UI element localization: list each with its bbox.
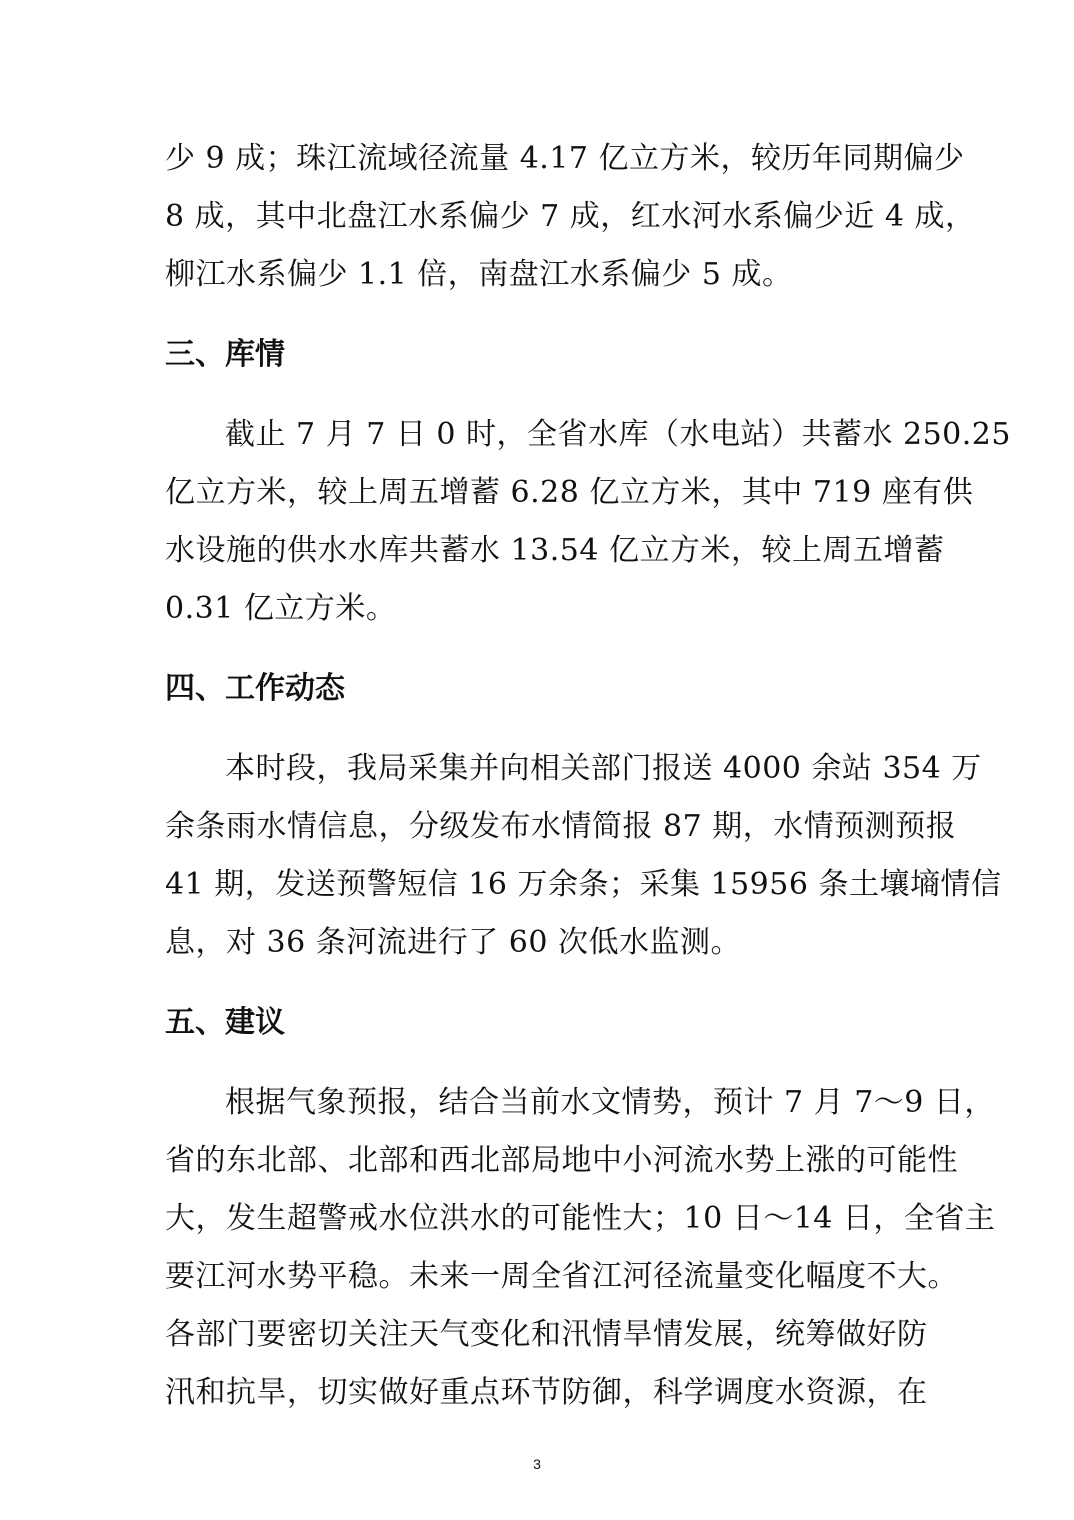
paragraph-line: 少 9 成；珠江流域径流量 4.17 亿立方米，较历年同期偏少 xyxy=(165,141,965,176)
paragraph-line: 本时段，我局采集并向相关部门报送 4000 余站 354 万 xyxy=(225,751,982,786)
section-heading-reservoir: 三、库情 xyxy=(165,337,285,372)
paragraph-line: 水设施的供水水库共蓄水 13.54 亿立方米，较上周五增蓄 xyxy=(165,533,945,568)
paragraph-line: 要江河水势平稳。未来一周全省江河径流量变化幅度不大。 xyxy=(165,1259,958,1294)
paragraph-line: 各部门要密切关注天气变化和汛情旱情发展，统筹做好防 xyxy=(165,1317,928,1352)
page-number: 3 xyxy=(533,1456,541,1472)
document-body xyxy=(165,130,1011,1422)
paragraph-line: 大，发生超警戒水位洪水的可能性大；10 日～14 日，全省主 xyxy=(165,1201,996,1236)
work-paragraph xyxy=(165,740,1002,972)
section-heading-work: 四、工作动态 xyxy=(165,671,345,706)
suggestion-paragraph xyxy=(165,1074,996,1422)
paragraph-line: 0.31 亿立方米。 xyxy=(165,591,397,626)
paragraph-line: 41 期，发送预警短信 16 万余条；采集 15956 条土壤墒情信 xyxy=(165,867,1002,902)
paragraph-line: 省的东北部、北部和西北部局地中小河流水势上涨的可能性 xyxy=(165,1143,958,1178)
paragraph-line: 汛和抗旱，切实做好重点环节防御，科学调度水资源，在 xyxy=(165,1375,928,1410)
paragraph-line: 柳江水系偏少 1.1 倍，南盘江水系偏少 5 成。 xyxy=(165,257,793,292)
paragraph-line: 余条雨水情信息，分级发布水情简报 87 期，水情预测预报 xyxy=(165,809,957,844)
paragraph-line: 息，对 36 条河流进行了 60 次低水监测。 xyxy=(165,925,741,960)
paragraph-line: 根据气象预报，结合当前水文情势，预计 7 月 7～9 日， xyxy=(225,1085,995,1120)
section-heading-suggestion: 五、建议 xyxy=(165,1005,285,1040)
runoff-paragraph xyxy=(165,130,976,304)
reservoir-paragraph xyxy=(165,406,1011,638)
paragraph-line: 亿立方米，较上周五增蓄 6.28 亿立方米，其中 719 座有供 xyxy=(165,475,974,510)
paragraph-line: 8 成，其中北盘江水系偏少 7 成，红水河水系偏少近 4 成， xyxy=(165,199,976,234)
paragraph-line: 截止 7 月 7 日 0 时，全省水库（水电站）共蓄水 250.25 xyxy=(225,417,1011,452)
